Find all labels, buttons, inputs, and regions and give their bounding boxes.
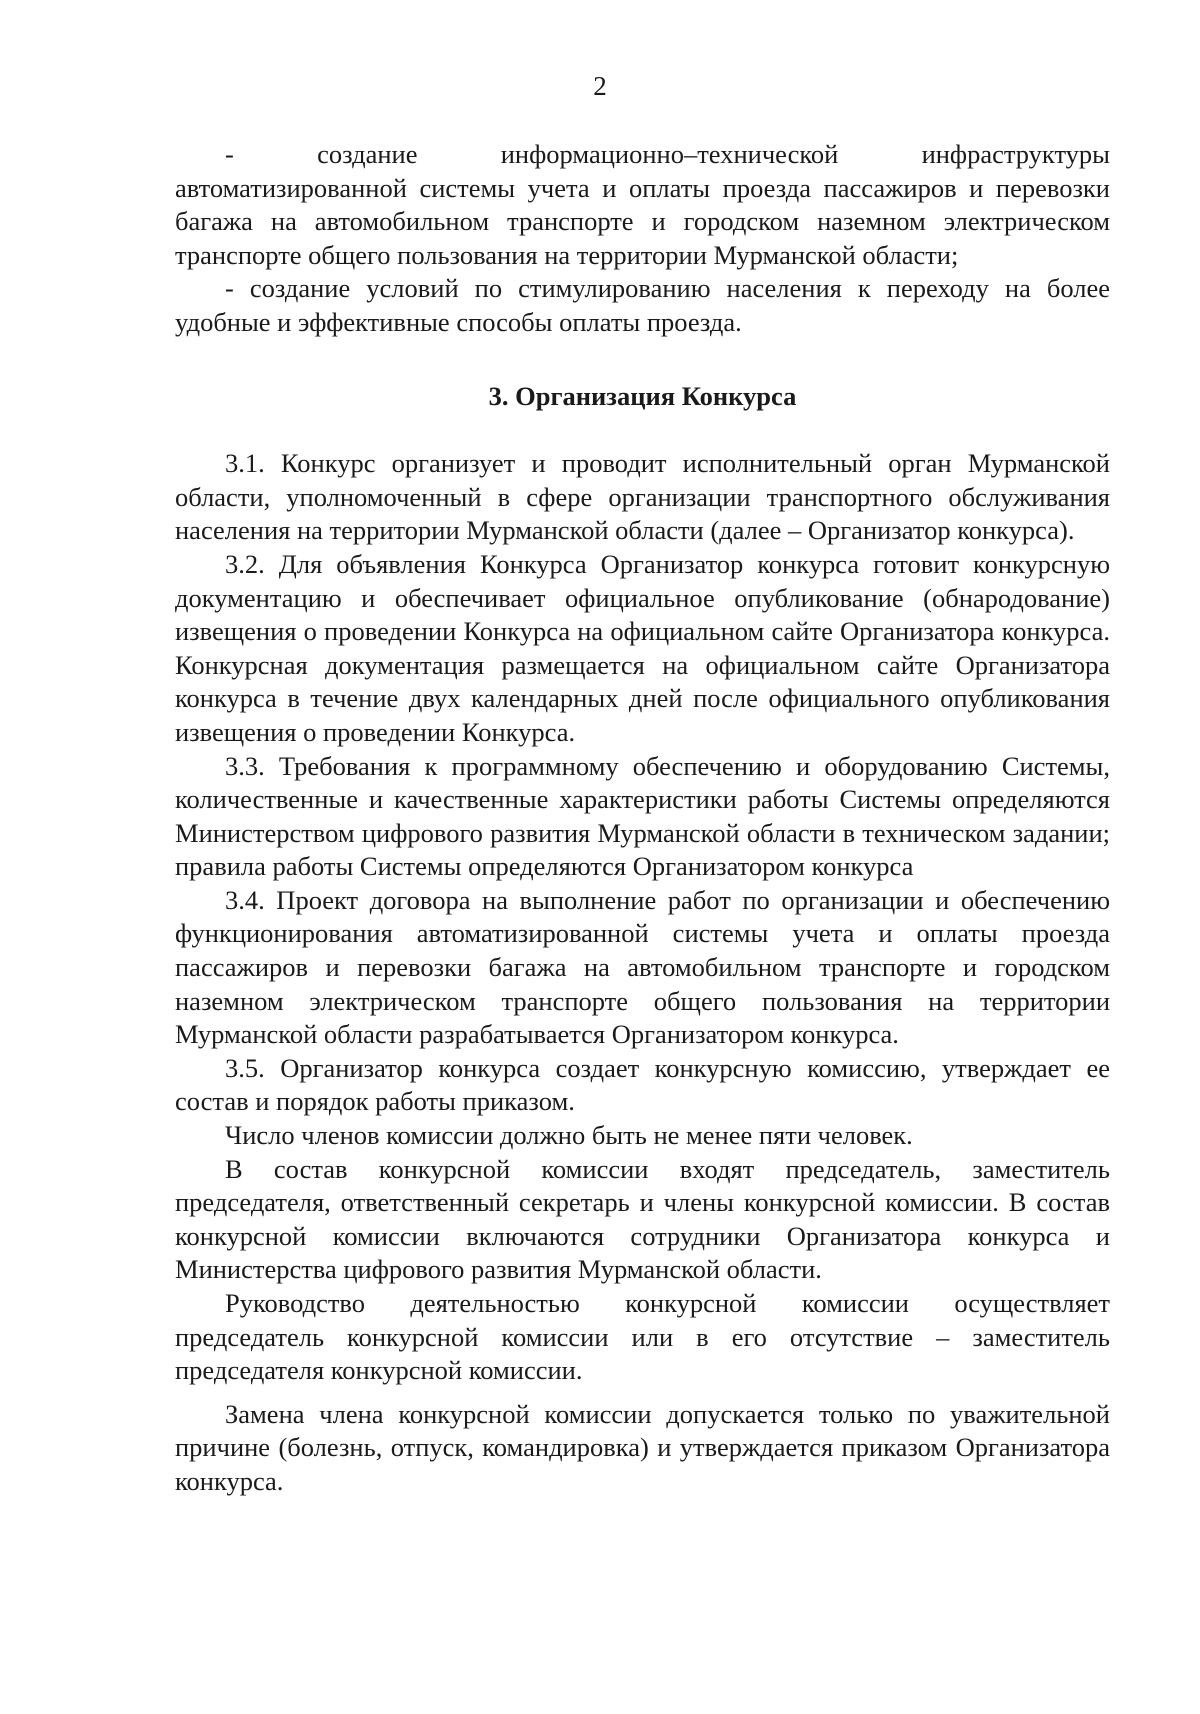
paragraph-incentives: - создание условий по стимулированию населения к переходу на более удобные и эффективные способы оплаты проезда.	[175, 273, 1110, 337]
paragraph-replacement: Замена члена конкурсной комиссии допускается только по уважительной причине (болезнь, отпуск, командировка) и утверждается приказом Организатора конкурса.	[175, 1398, 1110, 1496]
page-number: 2	[593, 71, 607, 101]
paragraph-infrastructure: - создание информационно–технической инфраструктуры автоматизированной системы учета и оплаты проезда пассажиров и перевозки багажа на автомобильном транспорте и городском наземном электрическом транспорте общего пользования на территории Мурманской области;	[175, 139, 1110, 270]
paragraph-members-count: Число членов комиссии должно быть не менее пяти человек.	[225, 1120, 913, 1151]
paragraph-3-1: 3.1. Конкурс организует и проводит исполнительный орган Мурманской области, уполномоченный в сфере организации транспортного обслуживания населения на территории Мурманской области (далее – Организатор конкурса).	[175, 448, 1110, 546]
document-body	[175, 138, 1110, 1499]
paragraph-leadership: Руководство деятельностью конкурсной комиссии осуществляет председатель конкурсной комиссии или в его отсутствие – заместитель председателя конкурсной комиссии.	[175, 1288, 1110, 1386]
paragraph-3-4: 3.4. Проект договора на выполнение работ по организации и обеспечению функционирования автоматизированной системы учета и оплаты проезда пассажиров и перевозки багажа на автомобильном транспорте и городском наземном электрическом транспорте общего пользования на территории Мурманской области разрабатывается Организатором конкурса.	[175, 884, 1110, 1050]
paragraph-3-3: 3.3. Требования к программному обеспечению и оборудованию Системы, количественные и качественные характеристики работы Системы определяются Министерством цифрового развития Мурманской области в техническом задании; правила работы Системы определяются Организатором конкурса	[175, 750, 1110, 882]
paragraph-composition: В состав конкурсной комиссии входят председатель, заместитель председателя, ответственный секретарь и члены конкурсной комиссии. В состав конкурсной комиссии включаются сотрудники Организатора конкурса и Министерства цифрового развития Мурманской области.	[175, 1153, 1110, 1285]
paragraph-3-5: 3.5. Организатор конкурса создает конкурсную комиссию, утверждает ее состав и порядок работы приказом.	[175, 1052, 1110, 1117]
paragraph-3-2: 3.2. Для объявления Конкурса Организатор конкурса готовит конкурсную документацию и обеспечивает официальное опубликование (обнародование) извещения о проведении Конкурса на официальном сайте Организатора конкурса. Конкурсная документация размещается на официальном сайте Организатора конкурса в течение двух календарных дней после официального опубликования извещения о проведении Конкурса.	[175, 548, 1110, 747]
section-title: 3. Организация Конкурса	[488, 380, 797, 411]
